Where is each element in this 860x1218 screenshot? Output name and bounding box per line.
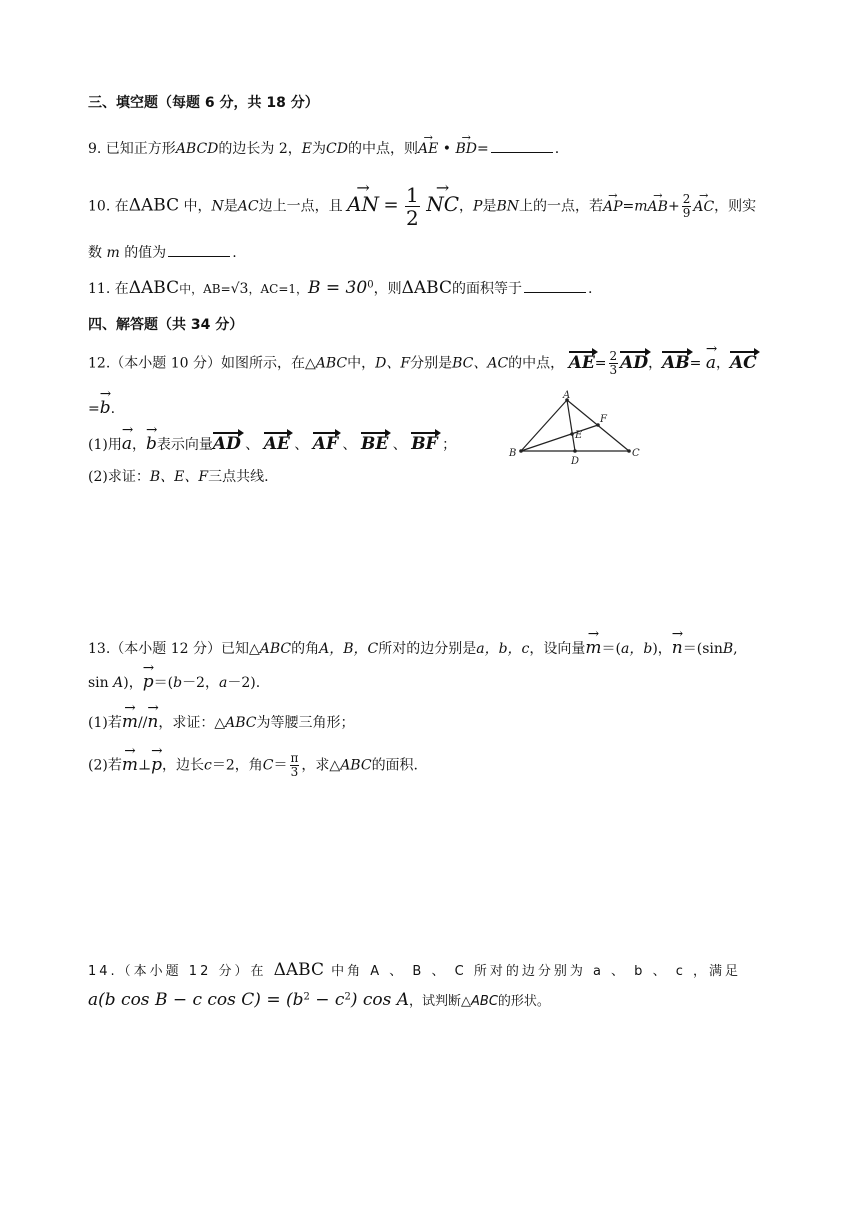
q11-text4: ，则 [373,281,402,297]
q10-plus: + [667,198,680,215]
q9-text2: 的边长为 2， [218,141,302,157]
q13-pa: a [218,675,228,691]
q10-vector-nc: → NC [426,192,459,216]
q11-end: . [587,281,593,297]
q10-n: N [211,198,224,215]
question-10 [88,184,756,229]
q12-vector-ad: AD [620,352,649,373]
q13-cv: C [262,757,274,774]
q12-vec-b: → b [100,398,111,418]
q9-cd: CD [326,141,348,157]
q10-text6: 上的一点，若 [519,198,603,215]
q13-text3: 所对的边分别是 [378,641,477,657]
q13-p1-abc: ABC [225,715,257,731]
q12-p1-vector-ae: AE [263,434,290,454]
question-10-line2 [88,242,237,262]
question-12 [88,350,757,377]
question-12-line2 [88,398,115,418]
q12-comma2: ， [715,355,730,372]
q13-pi: π [290,751,299,765]
q10-eq-m: =m [622,198,648,215]
q13-vec-m: → m [585,638,601,658]
q9-vector-ae: → AE [418,141,438,157]
q9-text: 9. 已知正方形 [88,141,176,157]
q14-formula: a(b cos B − c cos C) = (b [88,990,304,1010]
q11-text2: 中，AB= [179,282,231,296]
q13-perp: ⊥ [137,757,152,774]
q10-tail: ，则实 [714,198,757,215]
q11-text5: 的面积等于 [451,281,522,297]
q10-vector-ab: → AB [648,199,668,215]
q12-sep4: 、 [392,437,407,453]
q9-vector-bd: → BD [455,141,477,157]
q14-sq1: 2 [303,991,310,1003]
q11-text3: ，AC=1， [248,282,309,296]
q13-fraction-pi-3 [290,752,300,779]
q12-p1-text2: 表示向量 [156,437,213,453]
q14-text2: 中角 A 、 B 、 C 所对的边分别为 a 、 b 、 c ，满足 [331,964,741,979]
q13-text7: ＝(sin [682,641,723,657]
q11-angle-b: B = 30 [308,278,368,298]
q14-abc: ABC [471,994,498,1009]
q12-p1-vector-bf: BF [411,434,438,454]
q10-vector-ap: → AP [603,199,623,215]
q13-p1-text3: 为等腰三角形； [256,715,355,731]
q11-triangle2: ΔABC [401,278,452,298]
q13-a: A [113,675,124,691]
q9-eq: = [476,141,489,157]
q13-b: B [722,641,734,657]
q14-triangle: ΔABC [273,960,324,980]
q12-frac-den: 3 [609,363,618,378]
q10-eq: = [383,194,399,216]
q13-parallel: // [137,715,148,731]
q9-text4: 的中点，则 [347,141,418,157]
q12-p1-text: (1)用 [88,437,122,453]
q10-frac-den: 2 [406,206,419,230]
q10-line2-text2: 的值为 [124,245,167,261]
q11-answer-blank [524,280,586,293]
q10-text3: 是 [223,198,238,215]
question-13-part2 [88,752,418,779]
q13-text11: －2， [182,675,219,691]
q13-three: 3 [290,765,299,780]
q12-text2: 中， [347,355,376,372]
q13-sin: sin [88,675,109,691]
q13-text5: ＝( [601,641,621,657]
q13-p1-text2: ，求证：△ [158,715,226,731]
fig-label-b: B [509,448,517,459]
fig-label-c: C [632,448,640,459]
q12-p1-vector-af: AF [312,434,339,454]
question-14-line2 [88,990,550,1010]
q13-p2-text3: ＝2，角 [211,757,263,774]
q10-p: P [473,198,483,215]
q10-text4: 边上一点，且 [258,198,343,215]
q12-vector-ab: AB [662,352,690,373]
q12-sep3: 、 [342,437,357,453]
q12-semicolon: ； [442,437,457,453]
fig-label-f: F [600,414,607,425]
q11-degree: 0 [367,279,374,291]
q14-minus-c: − c [309,990,345,1010]
q13-vec-n: → n [672,638,683,658]
q12-p1-vector-ad: AD [212,434,241,454]
q9-answer-blank [491,140,553,153]
q12-p2-text: (2)求证： [88,469,150,485]
q12-p1-comma: ， [131,437,146,453]
fig-label-a: A [563,390,571,401]
q10-comma: ， [459,198,474,215]
q14-text4: 的形状。 [497,994,550,1009]
q10-end: . [232,245,237,261]
fig-label-e: E [575,430,583,441]
q14-sq2: 2 [344,991,351,1003]
q11-sqrt3: √3 [230,281,249,297]
q13-c: c [204,757,212,774]
q9-text3: 为 [312,141,327,157]
q13-text9: )， [123,675,143,691]
q11-triangle: ΔABC [128,278,180,298]
q10-frac2-num: 2 [682,191,691,206]
q10-m: m [106,245,120,261]
question-14 [88,960,741,980]
q12-p1-vec-b: → b [146,434,157,454]
q13-text6: )， [652,641,672,657]
question-13-line2 [88,672,260,692]
q12-eq: = [594,355,607,372]
section-heading-fill-in: 三、填空题（每题 6 分，共 18 分） [88,95,319,111]
q10-line2-text: 数 [88,245,102,261]
q12-p2-text2: 三点共线. [208,469,269,485]
q13-p1-text: (1)若 [88,715,122,731]
q10-text: 10. 在 [88,198,129,215]
q12-comma1: ， [648,355,663,372]
q10-fraction-half [405,184,420,229]
q13-p2-text2: ，边长 [162,757,205,774]
q13-abc: ABC [259,641,292,657]
q12-eq-b: = [88,401,100,417]
q12-p1-vector-be: BE [360,434,389,454]
section-heading-answer: 四、解答题（共 34 分） [88,317,244,333]
question-9: 9. 已知正方形ABCD的边长为 2，E为CD的中点，则→ AE • → BD= . [88,138,559,158]
q13-pb: b [173,675,183,691]
q10-text5: 是 [482,198,497,215]
triangle-figure [505,390,645,470]
q13-p2-eq: ＝ [273,757,288,774]
q12-frac-num: 2 [609,349,618,363]
q13-text: 13.（本小题 12 分）已知△ [88,641,260,657]
q14-text: 14.（本小题 12 分）在 [88,964,267,979]
q12-bc-ac: BC、AC [452,355,509,372]
q13-p2-text: (2)若 [88,757,122,774]
q10-vector-ac: → AC [693,199,714,215]
q12-abc: ABC [315,355,348,372]
q13-vec-p: → p [143,672,154,692]
q9-dot: • [438,141,456,157]
q13-p1-vec-n: → n [147,712,158,732]
q12-text4: 的中点， [508,355,565,372]
q13-text4: ，设向量 [529,641,586,657]
q13-text12: －2). [227,675,261,691]
q9-abcd: ABCD [175,141,219,157]
q13-p2-vec-m: → m [122,755,138,775]
q13-p2-text5: 的面积. [371,757,419,774]
q14-tail: ) cos A [350,990,410,1010]
q13-text2: 的角 [291,641,320,657]
question-12-part2 [88,466,269,486]
q10-vector-an: → AN [347,192,379,216]
q12-dot: . [110,401,116,417]
q13-angles: A，B，C [319,641,379,657]
q9-e: E [301,141,313,157]
q10-answer-blank [168,244,230,257]
q12-sep2: 、 [294,437,309,453]
q13-sides: a，b，c [476,641,530,657]
q14-text3: ，试判断△ [409,994,472,1009]
q13-text10: ＝( [153,675,174,691]
q12-vector-ae: AE [568,352,595,373]
q13-p1-vec-m: → m [122,712,138,732]
q10-ac: AC [237,198,259,215]
q13-p2-abc: ABC [340,757,372,774]
q10-frac2-den: 9 [682,206,691,220]
q12-sep1: 、 [245,437,260,453]
q12-text3: 分别是 [410,355,453,372]
q10-triangle: ΔABC [128,195,180,216]
q12-vec-a: → a [706,353,716,373]
q12-text: 12.（本小题 10 分）如图所示，在△ [88,355,316,372]
question-11 [88,278,592,298]
q10-fraction-2-9 [682,193,692,220]
q12-fraction-2-3 [609,350,619,377]
q10-text2: 中， [179,198,212,215]
question-12-part1 [88,434,456,454]
q12-eq-a: = [689,355,706,372]
q11-text: 11. 在 [88,281,129,297]
q13-text8: , [733,641,738,657]
q10-bn: BN [496,198,519,215]
question-13-part1 [88,712,355,732]
q12-df: D、F [375,355,411,372]
q13-p2-vec-p: → p [151,755,162,775]
question-13 [88,638,738,658]
q12-p1-vec-a: → a [122,434,132,454]
q12-p2-bef: B、E、F [149,469,209,485]
q13-m-components: a，b [621,641,653,657]
q12-vector-ac: AC [729,352,757,373]
q13-p2-text4: ，求△ [301,757,341,774]
q10-frac-num: 1 [406,183,419,207]
fig-label-d: D [571,456,580,467]
